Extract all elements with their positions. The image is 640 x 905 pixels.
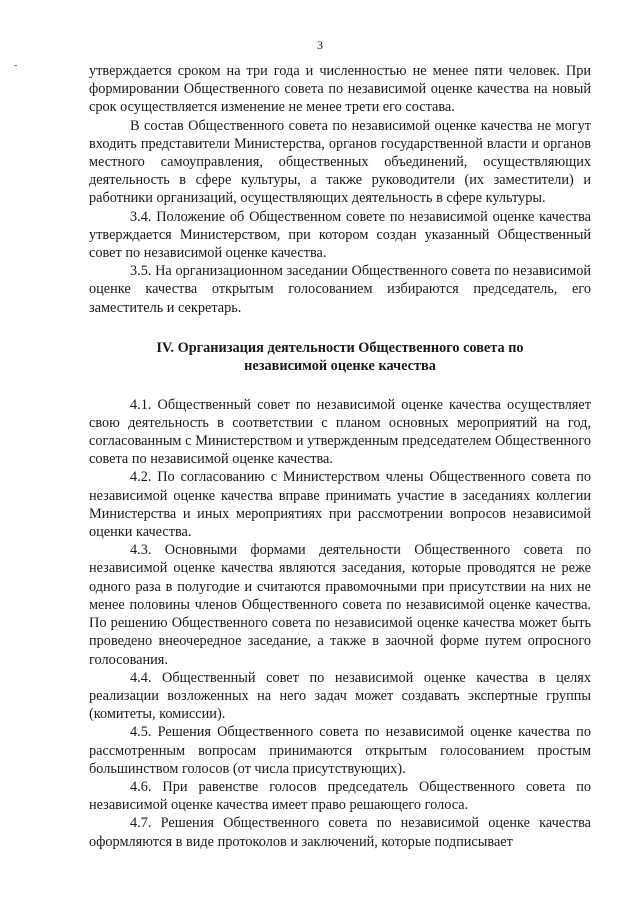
section-title-line-1: IV. Организация деятельности Общественного совета по bbox=[156, 339, 524, 356]
section-title bbox=[89, 339, 591, 376]
page-number: 3 bbox=[317, 38, 323, 52]
paragraph-4-2: 4.2. По согласованию с Министерством члены Общественного совета по независимой оценке качества вправе принимать участие в заседаниях коллегии Министерства и иных мероприятиях при рассмотрении вопросов независимой оценки качества. bbox=[89, 469, 591, 541]
paragraph-4-5: 4.5. Решения Общественного совета по независимой оценке качества по рассмотренным вопросам принимаются открытым голосованием простым большинством голосов (от числа присутствующих). bbox=[89, 724, 591, 777]
document-body bbox=[89, 62, 591, 851]
section-title-line-2: независимой оценке качества bbox=[244, 358, 436, 375]
paragraph-4-4: 4.4. Общественный совет по независимой оценке качества в целях реализации возложенных на него задач может создавать экспертные группы (комитеты, комиссии). bbox=[89, 669, 591, 723]
paragraph-3-4: 3.4. Положение об Общественном совете по независимой оценке качества утверждается Министерством, при котором создан указанный Общественный совет по независимой оценке качества. bbox=[89, 208, 591, 262]
paragraph-4-7: 4.7. Решения Общественного совета по независимой оценке качества оформляются в виде протоколов и заключений, которые подписывает bbox=[89, 815, 591, 850]
margin-mark: - bbox=[14, 60, 18, 71]
paragraph-4-6: 4.6. При равенстве голосов председатель Общественного совета по независимой оценке качества имеет право решающего голоса. bbox=[89, 778, 591, 814]
paragraph-4-1: 4.1. Общественный совет по независимой оценке качества осуществляет свою деятельность в соответствии с планом основных мероприятий на год, согласованным с Министерством и утвержденным председателем Общественного совета по независимой оценке качества. bbox=[89, 396, 591, 468]
paragraph-3-5: 3.5. На организационном заседании Общественного совета по независимой оценке качества открытым голосованием избираются председатель, его заместитель и секретарь. bbox=[89, 263, 591, 316]
paragraph-term-composition: утверждается сроком на три года и численностью не менее пяти человек. При формировании Общественного совета по независимой оценке качества на новый срок осуществляется изменение не менее трети его состава. bbox=[89, 63, 591, 116]
paragraph-membership-restrictions: В состав Общественного совета по независимой оценке качества не могут входить представители Министерства, органов государственной власти и органов местного самоуправления, общественных объединений, осуществляющих деятельность в сфере культуры, а также руководители (их заместители) и работники организаций, осуществляющих деятельность в сфере культуры. bbox=[89, 117, 591, 207]
paragraph-4-3: 4.3. Основными формами деятельности Общественного совета по независимой оценке качества являются заседания, которые проводятся не реже одного раза в полугодие и считаются правомочными при присутствии на них не менее половины членов Общественного совета по независимой оценке качества. По решению Общественного совета по независимой оценке качества может быть проведено внеочередное заседание, а также в заочной форме путем опросного голосования. bbox=[89, 542, 591, 668]
